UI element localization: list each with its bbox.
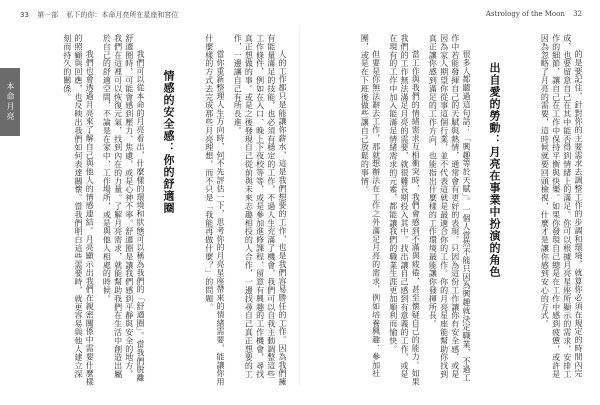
right-paragraph-3: 當工作與我們的情緒需求互相衝突時，我們會感到不滿與疲倦，甚至懷疑自己的能力。如果我們的工作無法滿足月亮的需要，就很難長期投入其中。找出讓自己感到有意義的工作，或是在現有的工作中加入能滿足情緒需求的元素，都能讓我們的職業生涯更加順利而愉快。 bbox=[388, 34, 421, 386]
left-paragraph-4: 我們也會透過月亮來了解自己與他人的情感連結。月亮顯示出我們在親密關係中需要什麼樣的照顧與回應，也反映出我們如何表達關懷。當我們明白這些需要時，就更容易與他人建立深刻而持久的關係。 bbox=[62, 34, 95, 386]
right-page-text-block-1 bbox=[512, 34, 584, 386]
section-side-tab: 本命月亮 bbox=[0, 68, 20, 136]
page-gutter bbox=[299, 26, 300, 386]
right-paragraph-2: 很多人都聽過這句話：「興趣等於天賦」。一個人當然不能只因為興趣就決定職業，不過工作中若能發揮自己的天賦與熱情，通常會有更好的表現。只因為這份工作讓你有安全感，或是因為家人期望你從事這個行業，並不代表這就是最適合你的工作。你的月亮星座能幫助你找到真正讓你感到滿足的工作方向，也能指出什麼樣的工作環境最能讓你發揮所長。 bbox=[428, 34, 471, 382]
right-page-header bbox=[480, 10, 582, 18]
chapter-title: 私下的你：本命月亮所在星座和宮位 bbox=[66, 11, 179, 19]
left-page-text-block-1 bbox=[196, 34, 288, 386]
right-paragraph-1: 的是要記住，針對你的主要需求去調整工作的步調和環境，就算你必須在規定的時間內完成，也要留意自己在其中能否得到情緒上的滿足。你可以根據月亮星座所顯示的需求，安排工作的細節，讓自己在工作中保持平衡與快樂。如果你發現自己總是在工作中感到疲憊，或許是因為忽略了月亮的需要，這時候就要回頭檢視，什麼才是讓你感到安心的方式。 bbox=[540, 34, 583, 379]
left-page-number: 33 bbox=[20, 11, 29, 19]
left-paragraph-3: 我們可以從本命的月亮看出，什麼樣的環境和狀態可以稱為我們的「舒適圈」。當我們脫離舒適圈時，可能會感到壓力、焦慮，或是心神不寧。舒適圈是讓我們感到平靜與安全的地方，我們在這裡可以恢復元氣，找到內在的力量。了解月亮需求，就能幫助我們在生活中創造出屬於自己的舒適空間，不論是在家中、工作場所，或是與他人相處的時候。 bbox=[102, 34, 145, 382]
right-page-text-block-2 bbox=[312, 34, 472, 386]
left-paragraph-2: 當你重新整理人生方向時，何不先評估一下，思考你的月亮星座帶來的情緒需要，能讓你用什麼樣的方式去完成那些月亮理想，而不只是「我能再做什麼？」的問題。 bbox=[204, 34, 225, 386]
part-label: 第一部 bbox=[37, 11, 59, 19]
left-section-heading: 情感的安全感：你的舒適圈 bbox=[162, 70, 175, 214]
left-page-text-block-2 bbox=[28, 34, 146, 386]
book-title: Astrology of the Moon bbox=[485, 10, 565, 18]
right-page-number: 32 bbox=[573, 10, 582, 18]
left-paragraph-1: 人的工作都只是能讓你薪水，這是我們想要的工作，也是我們容易勝任的工作。因為我們擁有能量滿足的技能，也必須有穩定的工作，不過人生充滿了機會，我們可以自我主動調整這些工作條件，例如在入口、晚上下夜校等等，或是參加進修課程，留意有興趣的工作機會，尋找真正想做的事。或是之後發現自己從前與未來志趣相投的人合作，一邊找尋自己真正想要的工作，一邊讓自己有所長進。 bbox=[233, 34, 287, 386]
left-page-header bbox=[20, 10, 184, 20]
right-paragraph-4: 但要是你無法辭去工作，那就想辦法在工作之外滿足月亮的需求，例如培養興趣、參加社團，或是在下班後做些讓自己放鬆的事情。 bbox=[360, 34, 381, 378]
right-section-heading: 出自愛的勞動：月亮在事業中扮演的角色 bbox=[488, 62, 501, 278]
